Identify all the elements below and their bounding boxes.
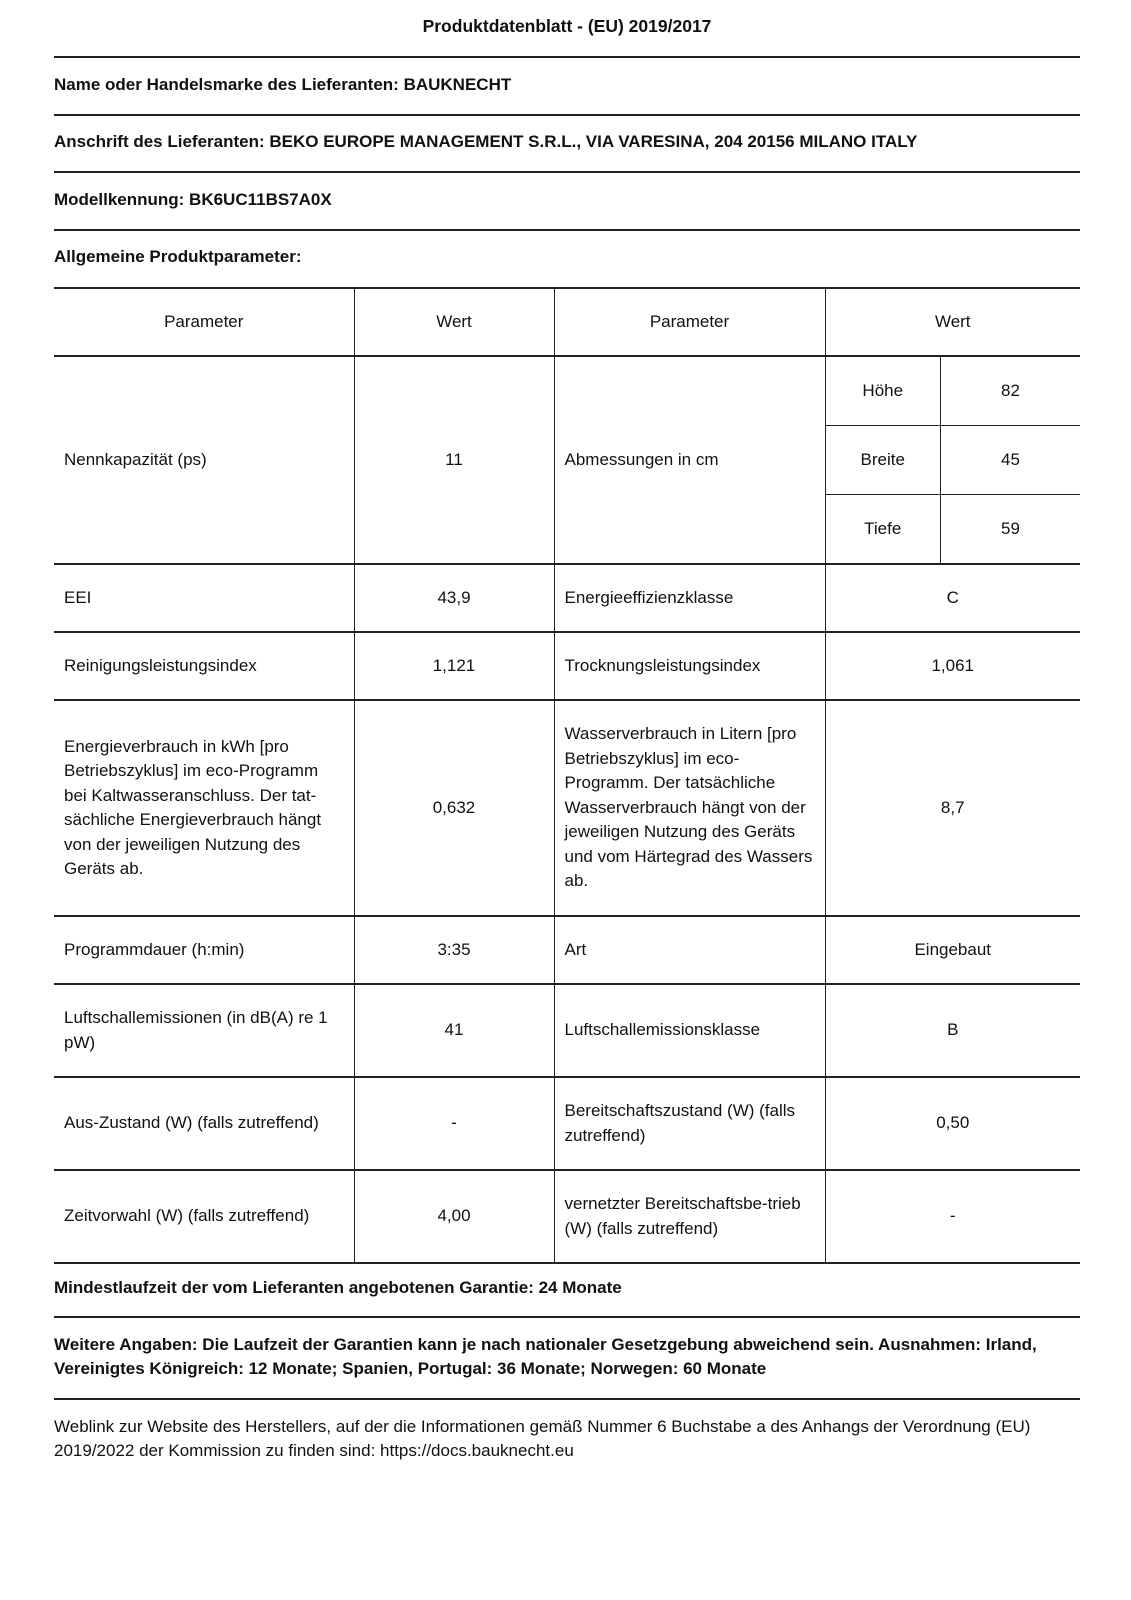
value-drying-index: 1,061 <box>825 632 1080 700</box>
value-energy-class: C <box>825 564 1080 632</box>
dimensions-values <box>825 356 1080 564</box>
divider <box>54 56 1080 58</box>
param-eei: EEI <box>54 564 354 632</box>
value-noise-class: B <box>825 984 1080 1077</box>
table-row <box>54 632 1080 700</box>
warranty-duration: Mindestlaufzeit der vom Lieferanten angebotenen Garantie: 24 Monate <box>54 1278 622 1297</box>
manufacturer-weblink: Weblink zur Website des Herstellers, auf der die Informationen gemäß Nummer 6 Buchstabe a des Anhangs der Verordnung (EU) 2019/2022 der Kommission zu finden sind: https://docs.bauknecht.eu <box>54 1417 1031 1460</box>
header-parameter-1: Parameter <box>54 288 354 356</box>
param-noise-emissions: Luftschallemissionen (in dB(A) re 1 pW) <box>54 984 354 1077</box>
value-water-consumption: 8,7 <box>825 700 1080 916</box>
param-water-consumption: Wasserverbrauch in Litern [pro Betriebszyklus] im eco-Programm. Der tatsächliche Wasserverbrauch hängt von der jeweiligen Nutzung des Geräts und vom Härtegrad des Wassers ab. <box>554 700 825 916</box>
supplier-address: Anschrift des Lieferanten: BEKO EUROPE MANAGEMENT S.R.L., VIA VARESINA, 204 20156 MILANO ITALY <box>54 132 918 151</box>
header-value-1: Wert <box>354 288 554 356</box>
value-energy-consumption: 0,632 <box>354 700 554 916</box>
dimension-width-label: Breite <box>826 426 941 495</box>
dimension-depth-label: Tiefe <box>826 495 941 564</box>
value-standby-mode: 0,50 <box>825 1077 1080 1170</box>
table-row <box>54 1077 1080 1170</box>
table-row <box>54 356 1080 564</box>
document-title: Produktdatenblatt - (EU) 2019/2017 <box>422 16 712 36</box>
dimension-depth-value: 59 <box>1001 518 1020 538</box>
dimension-width-value: 45 <box>941 426 1081 495</box>
general-params-heading: Allgemeine Produktparameter: <box>54 247 302 266</box>
dimensions-subtable <box>826 357 1081 563</box>
value-off-mode: - <box>354 1077 554 1170</box>
divider <box>54 1398 1080 1400</box>
table-row <box>54 1170 1080 1263</box>
divider <box>54 229 1080 231</box>
value-noise-emissions: 41 <box>354 984 554 1077</box>
param-delay-start: Zeitvorwahl (W) (falls zutreffend) <box>54 1170 354 1263</box>
value-delay-start: 4,00 <box>354 1170 554 1263</box>
param-energy-consumption: Energieverbrauch in kWh [pro Betriebszyklus] im eco-Programm bei Kaltwasseranschluss. Der tat-sächliche Energieverbrauch hängt von der jeweiligen Nutzung des Geräts ab. <box>54 700 354 916</box>
param-noise-class: Luftschallemissionsklasse <box>554 984 825 1077</box>
model-identifier: Modellkennung: BK6UC11BS7A0X <box>54 190 332 209</box>
header-value-2: Wert <box>825 288 1080 356</box>
divider <box>54 1316 1080 1318</box>
value-rated-capacity: 11 <box>354 356 554 564</box>
dimension-height-value: 82 <box>941 357 1081 426</box>
param-program-duration: Programmdauer (h:min) <box>54 916 354 984</box>
param-standby-mode: Bereitschaftszustand (W) (falls zutreffend) <box>554 1077 825 1170</box>
table-header-row <box>54 288 1080 356</box>
header-parameter-2: Parameter <box>554 288 825 356</box>
param-drying-index: Trocknungsleistungsindex <box>554 632 825 700</box>
param-type: Art <box>554 916 825 984</box>
table-row <box>54 916 1080 984</box>
divider <box>54 114 1080 116</box>
table-row <box>54 700 1080 916</box>
param-networked-standby: vernetzter Bereitschaftsbe-trieb (W) (falls zutreffend) <box>554 1170 825 1263</box>
value-networked-standby: - <box>825 1170 1080 1263</box>
table-row <box>54 984 1080 1077</box>
param-energy-class: Energieeffizienzklasse <box>554 564 825 632</box>
value-type: Eingebaut <box>825 916 1080 984</box>
param-rated-capacity: Nennkapazität (ps) <box>54 356 354 564</box>
supplier-name: Name oder Handelsmarke des Lieferanten: BAUKNECHT <box>54 75 512 94</box>
table-row <box>54 564 1080 632</box>
dimension-height-label: Höhe <box>826 357 941 426</box>
param-off-mode: Aus-Zustand (W) (falls zutreffend) <box>54 1077 354 1170</box>
value-eei: 43,9 <box>354 564 554 632</box>
additional-info: Weitere Angaben: Die Laufzeit der Garantien kann je nach nationaler Gesetzgebung abweichend sein. Ausnahmen: Irland, Vereinigtes Königreich: 12 Monate; Spanien, Portugal: 36 Monate; Norwegen: 60 Monate <box>54 1335 1037 1378</box>
value-cleaning-index: 1,121 <box>354 632 554 700</box>
divider <box>54 171 1080 173</box>
value-program-duration: 3:35 <box>354 916 554 984</box>
parameter-table <box>54 287 1080 1264</box>
param-cleaning-index: Reinigungsleistungsindex <box>54 632 354 700</box>
param-dimensions: Abmessungen in cm <box>554 356 825 564</box>
